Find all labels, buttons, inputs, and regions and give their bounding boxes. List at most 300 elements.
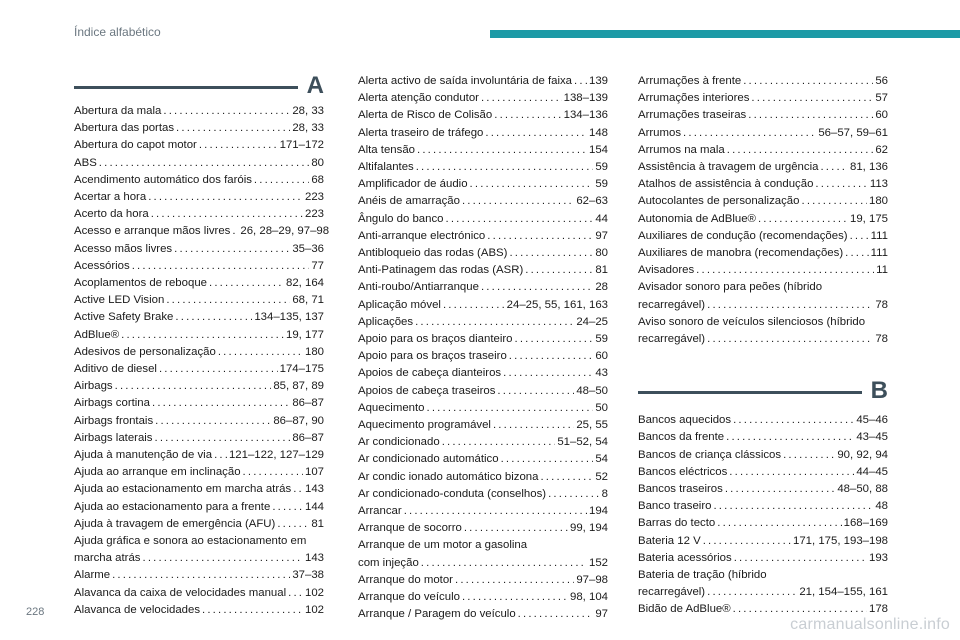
index-entry-pages: 11: [876, 264, 888, 277]
index-entry-term: Abertura da mala: [74, 105, 162, 117]
index-entry: [74, 430, 324, 447]
dot-leader: [734, 550, 867, 567]
index-entry-term: Autocolantes de personalização: [638, 195, 800, 208]
index-entry-term: Arrumações interiores: [638, 92, 750, 105]
index-entry: [638, 464, 888, 481]
index-entry-term: Arranque do motor: [358, 573, 453, 586]
index-entry: [358, 365, 608, 382]
index-entry-pages: 154: [588, 143, 608, 156]
dot-leader: [155, 430, 291, 447]
index-entry: [358, 73, 608, 90]
dot-leader: [470, 176, 594, 193]
index-entry: [358, 262, 608, 279]
index-entry-pages: 139: [588, 75, 608, 87]
page-number: 228: [26, 606, 45, 618]
watermark: carmanualsonline.info: [790, 616, 950, 633]
index-entry-term: Airbags cortina: [74, 397, 150, 410]
dot-leader: [703, 533, 791, 550]
dot-leader: [707, 584, 797, 601]
index-entry-pages: 59: [595, 333, 608, 346]
section-rule: [638, 391, 862, 394]
index-entry-term: Ajuda ao estacionamento para a frente: [74, 500, 271, 513]
dot-leader: [515, 331, 594, 348]
index-entry-term: Avisadores: [638, 264, 695, 277]
index-entry-pages: 121–122, 127–129: [228, 449, 324, 462]
index-entry-pages: 144: [304, 500, 324, 513]
index-entry-term: Active Safety Brake: [74, 311, 174, 324]
index-entry-pages: 24–25: [576, 315, 608, 328]
dot-leader: [155, 413, 271, 430]
index-entry-pages: 168–169: [843, 517, 888, 530]
index-entry: [638, 211, 888, 228]
index-entry: [74, 361, 324, 378]
index-entry-term: Alerta atenção condutor: [358, 92, 479, 105]
index-entry-term-line: Bateria de tração (híbrido: [638, 569, 767, 582]
index-entry-term: Alerta activo de saída involuntária de faixa: [358, 75, 573, 87]
index-entry-pages: 143: [304, 483, 324, 496]
index-entry-pages: 24–25, 55, 161, 163: [506, 298, 608, 311]
index-entry-pages: 56: [875, 75, 888, 87]
index-entry: [638, 228, 888, 245]
index-entry-pages: 43: [595, 367, 608, 380]
index-entry: [74, 292, 324, 309]
index-entry-pages: 57: [875, 92, 888, 105]
index-entry-pages: 48: [875, 500, 888, 513]
index-entry-pages: 81, 136: [849, 161, 888, 174]
index-entry: [638, 159, 888, 176]
index-entry-pages: 223: [304, 208, 324, 221]
index-entry-pages: 59: [595, 161, 608, 174]
index-entry: [638, 107, 888, 124]
index-entry-pages: 97: [595, 229, 608, 242]
index-entry-term: Active LED Vision: [74, 294, 165, 307]
index-entry-term: Ar condicionado automático: [358, 453, 499, 466]
index-entry-pages: 54: [595, 453, 608, 466]
index-entry-pages: 52: [595, 470, 608, 483]
index-entry-term: Antibloqueio das rodas (ABS): [358, 247, 508, 260]
index-entry-term: Anti-Patinagem das rodas (ASR): [358, 264, 524, 277]
index-entry: [74, 223, 330, 240]
index-entry: [358, 159, 608, 176]
index-entry-term: Acessórios: [74, 259, 130, 272]
dot-leader: [707, 331, 873, 348]
section-rule: [74, 86, 298, 89]
dot-leader: [243, 464, 303, 481]
dot-leader: [272, 499, 303, 516]
index-entry-term: Altifalantes: [358, 161, 414, 174]
index-entry: [638, 245, 888, 262]
index-entry: [74, 258, 324, 275]
index-entry: [74, 241, 324, 258]
index-entry-pages: 194: [588, 505, 608, 518]
dot-leader: [132, 258, 310, 275]
index-entry-term: Arrumações à frente: [638, 75, 742, 87]
dot-leader: [462, 589, 568, 606]
index-entry-pages: 90, 92, 94: [837, 448, 888, 461]
dot-leader: [115, 378, 272, 395]
index-entry-term: Ar condicionado-conduta (conselhos): [358, 487, 547, 500]
dot-leader: [199, 137, 278, 154]
index-entry: [638, 498, 888, 515]
dot-leader: [548, 486, 600, 503]
dot-leader: [820, 159, 848, 176]
index-entry: [358, 245, 608, 262]
dot-leader: [417, 142, 587, 159]
dot-leader: [175, 309, 252, 326]
index-entry: [74, 275, 324, 292]
index-entry-pages: 19, 177: [285, 328, 324, 341]
index-entry-term: Arrancar: [358, 505, 402, 518]
index-entry-pages: 102: [304, 603, 324, 616]
index-entry-pages: 107: [304, 466, 324, 479]
index-entry-term: Acertar a hora: [74, 191, 147, 204]
index-entry: [638, 73, 888, 90]
dot-leader: [485, 125, 587, 142]
index-entry: [358, 555, 608, 572]
index-list: [638, 412, 888, 618]
index-entry-pages: 82, 164: [285, 277, 324, 290]
index-entry-term: Abertura do capot motor: [74, 139, 197, 152]
dot-leader: [518, 606, 594, 623]
dot-leader: [176, 120, 290, 137]
index-entry-pages: 223: [304, 191, 324, 204]
index-entry: [74, 327, 324, 344]
index-column-2: [358, 73, 608, 624]
dot-leader: [151, 206, 303, 223]
section-header-b: [638, 378, 888, 408]
index-entry: [638, 297, 888, 314]
index-entry-pages: 86–87: [292, 431, 324, 444]
index-entry: [358, 589, 608, 606]
index-entry: [638, 90, 888, 107]
index-entry-pages: 111: [870, 229, 888, 242]
index-entry-term: Acendimento automático dos faróis: [74, 173, 252, 186]
dot-leader: [733, 412, 854, 429]
index-entry-term: Atalhos de assistência à condução: [638, 178, 814, 191]
index-entry-term-line: Ajuda gráfica e sonora ao estacionamento em: [74, 535, 307, 548]
index-entry-term: Aquecimento programável: [358, 419, 491, 432]
index-entry-term: Apoio para os braços dianteiro: [358, 333, 513, 346]
index-entry-term: Arrumos: [638, 126, 682, 139]
dot-leader: [442, 434, 556, 451]
dot-leader: [152, 395, 290, 412]
index-entry-term: recarregável): [638, 298, 706, 311]
index-entry-pages: 8: [601, 487, 608, 500]
dot-leader: [415, 314, 574, 331]
index-entry: [638, 331, 888, 348]
dot-leader: [427, 400, 594, 417]
index-entry-pages: 48–50, 88: [837, 483, 888, 496]
index-entry-term-line: Aviso sonoro de veículos silenciosos (híbrido: [638, 315, 866, 328]
index-list: [74, 103, 330, 619]
index-entry: [638, 125, 888, 142]
dot-leader: [748, 107, 873, 124]
index-entry: [74, 155, 324, 172]
index-entry: [358, 486, 608, 503]
index-entry-term: com injeção: [358, 556, 419, 569]
index-entry: [358, 176, 608, 193]
dot-leader: [481, 279, 593, 296]
index-entry: [358, 417, 608, 434]
index-entry-pages: 35–36: [292, 242, 324, 255]
index-column-1: [74, 72, 330, 619]
index-entry-pages: 60: [875, 109, 888, 122]
index-entry-term: Airbags frontais: [74, 414, 154, 427]
index-entry-pages: 56–57, 59–61: [818, 126, 888, 139]
index-entry-term: Airbags laterais: [74, 431, 153, 444]
index-entry: [358, 572, 608, 589]
index-entry-pages: 138–139: [563, 92, 608, 105]
dot-leader: [481, 90, 562, 107]
section-letter-a: A: [306, 72, 324, 99]
index-entry: [358, 314, 608, 331]
index-entry: [638, 481, 888, 498]
dot-leader: [455, 572, 574, 589]
index-entry-term: recarregável): [638, 333, 706, 346]
dot-leader: [727, 142, 874, 159]
dot-leader: [501, 451, 594, 468]
index-entry: [638, 176, 888, 193]
index-entry-pages: 59: [595, 178, 608, 191]
index-column-3: [638, 73, 888, 619]
index-entry: [358, 606, 608, 623]
index-entry-pages: 26, 28–29, 97–98: [240, 225, 330, 238]
index-entry-term: Aplicação móvel: [358, 298, 441, 311]
index-entry-pages: 81: [311, 517, 324, 530]
index-entry-term: Assistência à travagem de urgência: [638, 161, 819, 174]
index-entry-term: ABS: [74, 156, 97, 169]
index-entry-pages: 86–87: [292, 397, 324, 410]
index-entry: [638, 533, 888, 550]
index-entry-pages: 97–98: [576, 573, 608, 586]
index-entry-pages: 171, 175, 193–198: [792, 534, 888, 547]
header-title: Índice alfabético: [74, 25, 161, 39]
index-entry: [638, 447, 888, 464]
index-entry-term: Bancos aquecidos: [638, 414, 732, 427]
index-entry-pages: 45–46: [856, 414, 888, 427]
index-entry-term: Anéis de amarração: [358, 195, 460, 208]
dot-leader: [214, 447, 227, 464]
index-entry-pages: 80: [311, 156, 324, 169]
index-entry: [638, 515, 888, 532]
index-list: [638, 73, 888, 348]
dot-leader: [202, 602, 303, 619]
dot-leader: [416, 159, 594, 176]
dot-leader: [801, 193, 867, 210]
dot-leader: [163, 103, 290, 120]
index-entry-term: Acoplamentos de reboque: [74, 277, 207, 290]
dot-leader: [751, 90, 873, 107]
dot-leader: [99, 155, 310, 172]
index-entry-term: Aditivo de diesel: [74, 363, 157, 376]
dot-leader: [148, 189, 303, 206]
index-entry-term: Abertura das portas: [74, 122, 175, 135]
index-entry-pages: 28, 33: [292, 105, 324, 117]
index-entry-term: Anti-roubo/Antiarranque: [358, 281, 479, 294]
index-entry: [74, 395, 324, 412]
dot-leader: [142, 550, 303, 567]
index-entry-pages: 44: [595, 212, 608, 225]
index-entry-pages: 28: [595, 281, 608, 294]
index-entry-pages: 80: [595, 247, 608, 260]
dot-leader: [494, 107, 561, 124]
dot-leader: [503, 365, 593, 382]
dot-leader: [696, 262, 874, 279]
dot-leader: [493, 417, 574, 434]
index-entry-term: Ângulo do banco: [358, 212, 444, 225]
index-entry-term: Ajuda ao arranque em inclinação: [74, 466, 241, 479]
index-entry-term: Banco traseiro: [638, 500, 712, 513]
index-entry-pages: 152: [588, 556, 608, 569]
index-entry-term: Bancos de criança clássicos: [638, 448, 782, 461]
index-entry-term: Alerta traseiro de tráfego: [358, 126, 484, 139]
index-entry-term: Bancos eléctricos: [638, 465, 728, 478]
index-entry-term: Alavanca da caixa de velocidades manual: [74, 586, 287, 599]
index-entry: [358, 125, 608, 142]
index-entry: [358, 142, 608, 159]
index-entry-term: Acerto da hora: [74, 208, 149, 221]
dot-leader: [850, 228, 869, 245]
index-entry-pages: 111: [870, 247, 888, 260]
dot-leader: [462, 193, 574, 210]
index-entry-pages: 143: [304, 552, 324, 565]
dot-leader: [717, 515, 841, 532]
index-entry: [358, 520, 608, 537]
index-entry-term: Ajuda ao estacionamento em marcha atrás: [74, 483, 292, 496]
index-entry-term-line: Arranque de um motor a gasolina: [358, 539, 528, 552]
dot-leader: [121, 327, 284, 344]
dot-leader: [509, 245, 593, 262]
index-entry-pages: 43–45: [856, 431, 888, 444]
index-entry: [74, 103, 324, 120]
index-entry-term: Bancos traseiros: [638, 483, 723, 496]
index-entry-term: Bateria acessórios: [638, 551, 732, 564]
index-entry-pages: 50: [595, 401, 608, 414]
index-entry: [358, 383, 608, 400]
index-entry: [74, 516, 324, 533]
index-entry-pages: 68: [311, 173, 324, 186]
index-entry-pages: 21, 154–155, 161: [799, 586, 888, 599]
index-entry: [74, 344, 324, 361]
index-entry-term: Acesso e arranque mãos livres: [74, 225, 231, 238]
index-entry-pages: 85, 87, 89: [273, 380, 324, 393]
index-entry-term: Arranque de socorro: [358, 522, 462, 535]
index-entry-pages: 178: [868, 603, 888, 616]
index-entry: [358, 193, 608, 210]
index-entry-pages: 62: [875, 143, 888, 156]
index-entry: [638, 584, 888, 601]
index-entry-pages: 51–52, 54: [557, 436, 608, 449]
index-entry-term: Apoios de cabeça dianteiros: [358, 367, 502, 380]
index-entry-pages: 44–45: [856, 465, 888, 478]
index-entry: [74, 550, 324, 567]
index-entry-pages: 134–136: [563, 109, 608, 122]
dot-leader: [404, 503, 587, 520]
dot-leader: [209, 275, 284, 292]
index-entry-pages: 180: [868, 195, 888, 208]
index-entry: [74, 120, 324, 137]
index-entry: [358, 90, 608, 107]
dot-leader: [725, 481, 835, 498]
index-entry-pages: 78: [875, 333, 888, 346]
index-entry-term: marcha atrás: [74, 552, 141, 565]
index-entry-pages: 19, 175: [849, 212, 888, 225]
index-entry-term: Arranque do veículo: [358, 591, 460, 604]
index-entry: [638, 262, 888, 279]
index-entry-pages: 37–38: [292, 569, 324, 582]
dot-leader: [726, 429, 854, 446]
index-entry-term: Bidão de AdBlue®: [638, 603, 731, 616]
index-entry: [74, 464, 324, 481]
dot-leader: [540, 469, 593, 486]
dot-leader: [159, 361, 278, 378]
index-entry-term: Auxiliares de manobra (recomendações): [638, 247, 844, 260]
dot-leader: [845, 245, 869, 262]
index-entry: [74, 206, 324, 223]
index-entry: [358, 107, 608, 124]
index-entry-pages: 113: [869, 178, 888, 191]
index-entry: [74, 567, 324, 584]
index-entry-term: recarregável): [638, 586, 706, 599]
index-entry: [74, 585, 324, 602]
index-entry-term: Autonomia de AdBlue®: [638, 212, 756, 225]
dot-leader: [743, 73, 873, 90]
dot-leader: [232, 223, 238, 240]
index-entry: [638, 550, 888, 567]
index-entry: [358, 503, 608, 520]
index-entry-term: Bateria 12 V: [638, 534, 701, 547]
index-entry-term: Ajuda à travagem de emergência (AFU): [74, 517, 276, 530]
dot-leader: [497, 383, 574, 400]
index-entry: [74, 189, 324, 206]
index-entry-term: Arrumos na mala: [638, 143, 725, 156]
index-entry-term: Barras do tecto: [638, 517, 716, 530]
index-entry: [358, 279, 608, 296]
dot-leader: [446, 211, 594, 228]
dot-leader: [166, 292, 290, 309]
dot-leader: [487, 228, 593, 245]
index-entry-term: Ajuda à manutenção de via: [74, 449, 213, 462]
dot-leader: [729, 464, 854, 481]
index-entry: [74, 378, 324, 395]
index-entry-term: Bancos da frente: [638, 431, 725, 444]
index-entry: [74, 137, 324, 154]
dot-leader: [707, 297, 873, 314]
index-entry: [74, 413, 324, 430]
index-entry-pages: 97: [595, 608, 608, 621]
index-entry: [358, 348, 608, 365]
index-entry: [74, 602, 324, 619]
index-entry: [358, 434, 608, 451]
dot-leader: [174, 241, 290, 258]
index-entry: [358, 297, 608, 314]
dot-leader: [509, 348, 594, 365]
index-entry-pages: 180: [304, 345, 324, 358]
index-entry-term-line: Avisador sonoro para peões (híbrido: [638, 281, 823, 294]
dot-leader: [112, 567, 290, 584]
index-entry: [74, 447, 324, 464]
index-entry-pages: 99, 194: [569, 522, 608, 535]
dot-leader: [254, 172, 309, 189]
index-entry-pages: 102: [304, 586, 324, 599]
dot-leader: [815, 176, 867, 193]
dot-leader: [525, 262, 593, 279]
index-entry-term: Anti-arranque electrónico: [358, 229, 486, 242]
index-entry: [638, 412, 888, 429]
index-entry: [358, 451, 608, 468]
index-entry-term: Aplicações: [358, 315, 414, 328]
index-entry-pages: 86–87, 90: [273, 414, 324, 427]
